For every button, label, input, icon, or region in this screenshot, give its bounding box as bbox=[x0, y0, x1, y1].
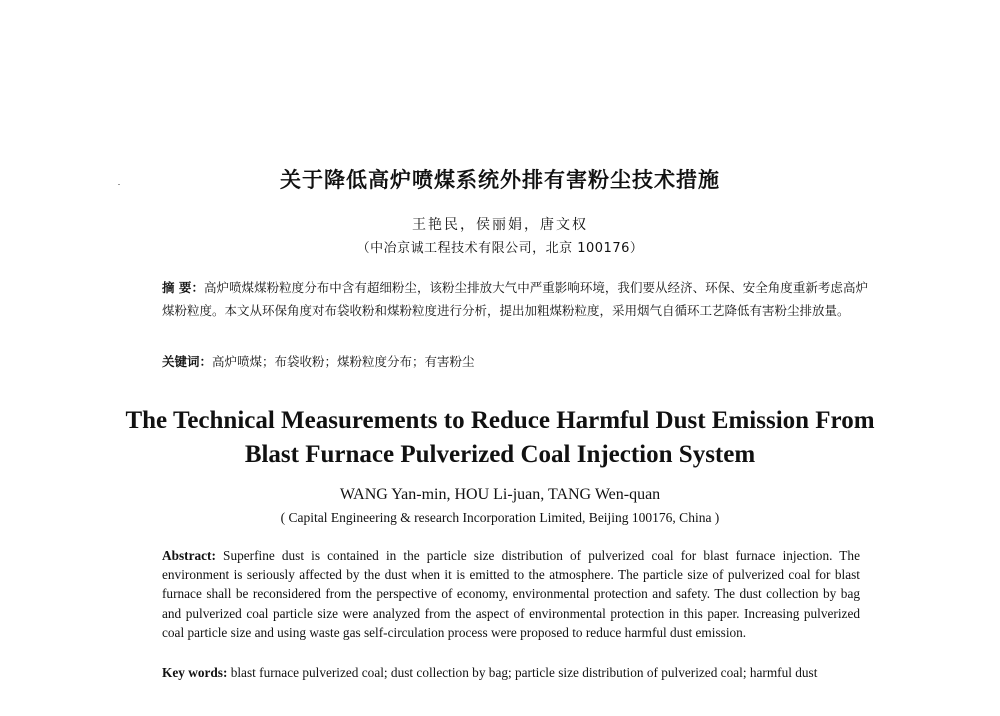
chinese-title: 关于降低高炉喷煤系统外排有害粉尘技术措施 bbox=[280, 168, 720, 192]
english-authors: WANG Yan-min, HOU Li-juan, TANG Wen-quan bbox=[339, 486, 661, 503]
chinese-keywords bbox=[162, 352, 868, 372]
english-abstract-label: Abstract: bbox=[162, 548, 216, 563]
chinese-abstract-text: 高炉喷煤煤粉粒度分布中含有超细粉尘，该粉尘排放大气中严重影响环境，我们要从经济、环保、安全角度重新考虑高炉煤粉粒度。本文从环保角度对布袋收粉和煤粉粒度进行分析，提出加粗煤粉粒度，采用烟气自循环工艺降低有害粉尘排放量。 bbox=[162, 280, 868, 318]
chinese-authors: 王艳民，侯丽娟，唐文权 bbox=[412, 217, 588, 233]
chinese-abstract bbox=[162, 276, 868, 322]
english-keywords-label: Key words: bbox=[162, 665, 228, 680]
english-abstract bbox=[162, 546, 860, 642]
english-affiliation: ( Capital Engineering & research Incorporation Limited, Beijing 100176, China ) bbox=[280, 510, 720, 525]
english-title-line-2: Blast Furnace Pulverized Coal Injection System bbox=[244, 441, 756, 468]
english-abstract-text: Superfine dust is contained in the particle size distribution of pulverized coal for blast furnace injection. The environment is seriously affected by the dust when it is emitted to the atmosphere. The particle size of pulverized coal for blast furnace shall be reconsidered from the perspective of economy, environmental protection and safety. The dust collection by bag and pulverized coal particle size were analyzed from the aspect of environmental protection in this paper. Increasing pulverized coal particle size and using waste gas self-circulation process were proposed to reduce harmful dust emission. bbox=[162, 548, 860, 640]
english-keywords bbox=[162, 663, 860, 682]
english-title-line-1: The Technical Measurements to Reduce Harmful Dust Emission From bbox=[125, 407, 875, 434]
chinese-keywords-text: 高炉喷煤；布袋收粉；煤粉粒度分布；有害粉尘 bbox=[212, 354, 475, 369]
english-title bbox=[0, 404, 1000, 472]
chinese-abstract-label: 摘 要： bbox=[162, 280, 204, 295]
chinese-keywords-label: 关键词： bbox=[162, 354, 213, 369]
chinese-affiliation: （中冶京诚工程技术有限公司，北京 100176） bbox=[356, 241, 644, 256]
english-keywords-text: blast furnace pulverized coal; dust collection by bag; particle size distribution of pulverized coal; harmful dust bbox=[230, 665, 818, 680]
